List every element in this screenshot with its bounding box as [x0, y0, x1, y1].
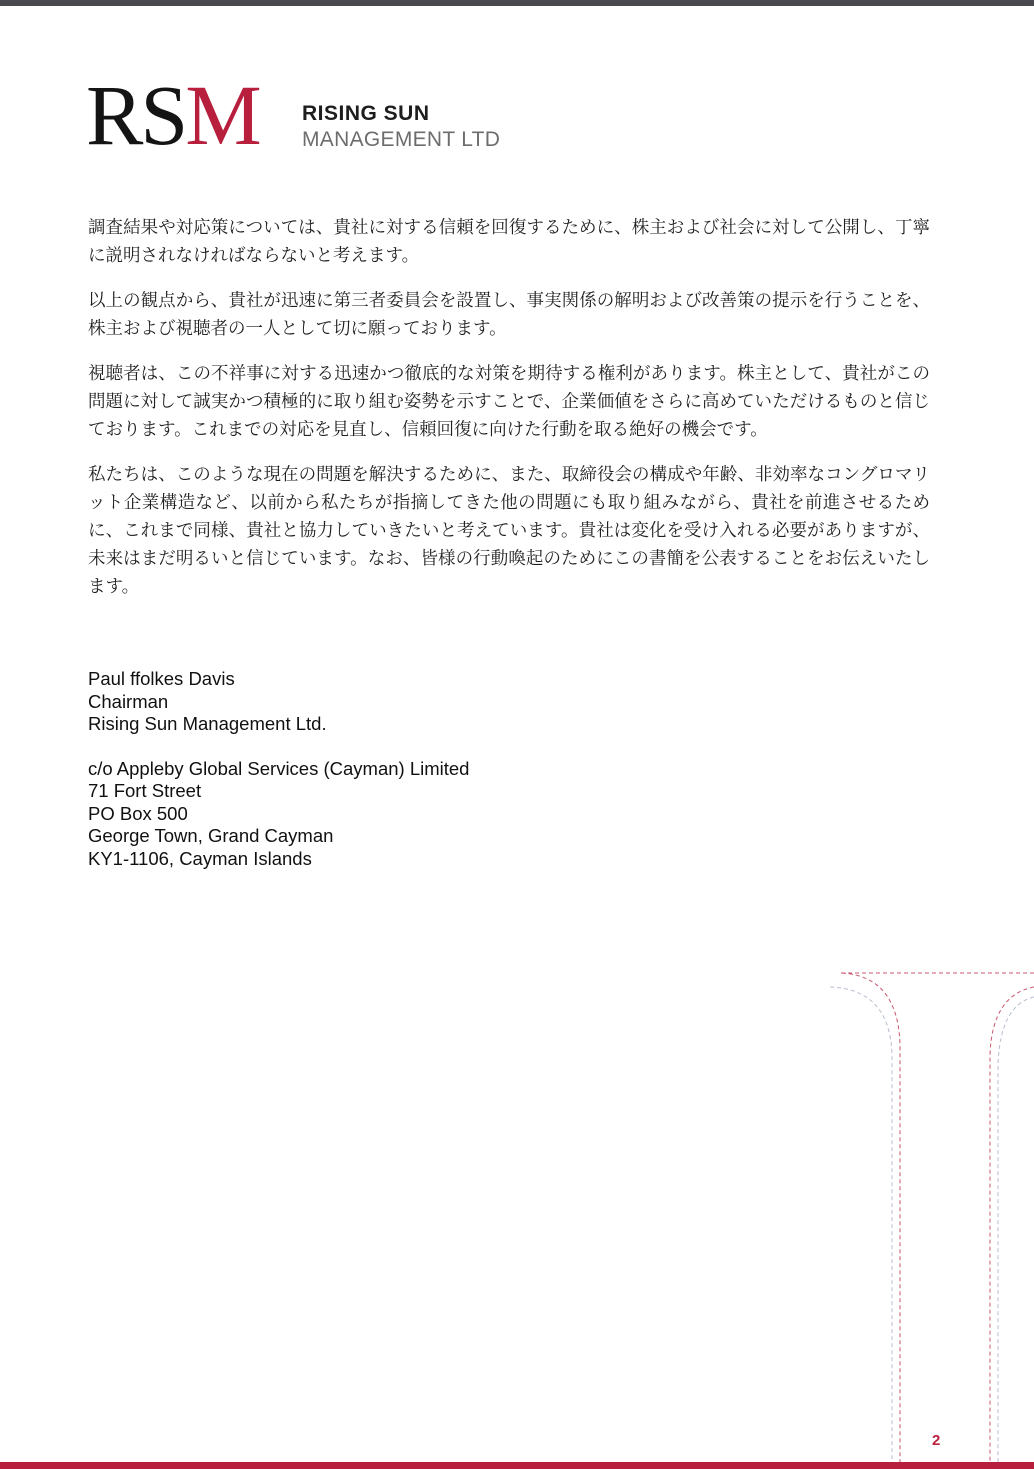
bottom-border-bar: [0, 1462, 1034, 1469]
signature-block: [88, 668, 469, 870]
dash-line-inner: [830, 987, 892, 1462]
logo-name-line1: RISING SUN: [302, 102, 430, 125]
signatory-name: Paul ffolkes Davis: [88, 668, 235, 689]
letter-paragraph: 以上の観点から、貴社が迅速に第三者委員会を設置し、事実関係の解明および改善策の提示を行うことを、株主および視聴者の一人として切に願っております。: [88, 291, 930, 339]
logo-mark-accent: M: [185, 67, 259, 163]
letter-paragraph: 視聴者は、この不祥事に対する迅速かつ徹底的な対策を期待する権利があります。株主として、貴社がこの問題に対して誠実かつ積極的に取り組む姿勢を示すことで、企業価値をさらに高めていただけるものと信じております。これまでの対応を見直し、信頼回復に向けた行動を取る絶好の機会です。: [88, 364, 930, 440]
letter-paragraph: 私たちは、このような現在の問題を解決するために、また、取締役会の構成や年齢、非効率なコングロマリット企業構造など、以前から私たちが指摘してきた他の問題にも取り組みながら、貴社を前進させるために、これまで同様、貴社と協力していきたいと考えています。貴社は変化を受け入れる必要がありますが、未来はまだ明るいと信じています。なお、皆様の行動喚起のためにこの書簡を公表することをお伝えいたします。: [88, 465, 930, 597]
top-border-bar: [0, 0, 1034, 6]
letter-paragraph: 調査結果や対応策については、貴社に対する信頼を回復するために、株主および社会に対して公開し、丁寧に説明されなければならないと考えます。: [88, 218, 930, 266]
address-line: George Town, Grand Cayman: [88, 825, 334, 846]
address-line: c/o Appleby Global Services (Cayman) Limited: [88, 757, 470, 779]
signatory-company: Rising Sun Management Ltd.: [88, 713, 327, 734]
address-line: PO Box 500: [88, 802, 188, 824]
dash-line-outer: [840, 973, 1034, 1462]
address-line: 71 Fort Street: [88, 780, 202, 801]
signatory-title: Chairman: [88, 690, 169, 712]
page-number: 2: [932, 1432, 941, 1449]
dash-line-right-inner: [998, 997, 1034, 1462]
logo-mark: [86, 67, 259, 163]
letter-body: [88, 214, 930, 618]
logo-name-line2: MANAGEMENT LTD: [302, 128, 501, 151]
logo-mark-letters: RS: [86, 67, 186, 163]
dash-line-right-outer: [990, 987, 1034, 1462]
decorative-dashed-lines: [820, 965, 1034, 1462]
address-line: KY1-1106, Cayman Islands: [88, 847, 312, 869]
